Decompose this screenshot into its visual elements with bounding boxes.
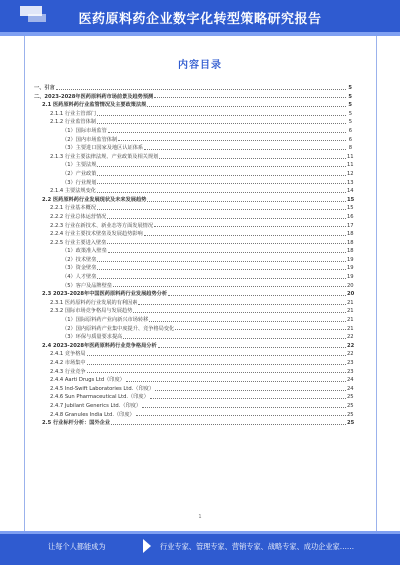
toc-entry-page: 19 — [347, 265, 354, 272]
toc-leader-dots — [87, 364, 346, 365]
toc-entry-label: （2）国内原料药产业集中度提升、竞争格局变化 — [62, 325, 175, 332]
toc-entry-page: 8 — [348, 145, 352, 152]
toc-leader-dots — [97, 278, 346, 279]
toc-entry-page: 21 — [347, 308, 354, 315]
toc-leader-dots — [133, 312, 346, 313]
toc-entry[interactable] — [34, 230, 352, 239]
toc-entry-page: 18 — [347, 248, 354, 255]
toc-leader-dots — [87, 372, 346, 373]
toc-entry[interactable] — [34, 247, 352, 256]
toc-entry-page: 22 — [347, 342, 355, 349]
toc-leader-dots — [107, 218, 346, 219]
toc-entry-label: 2.1 医药原料药行业监管情况及主要政策法规 — [42, 102, 147, 109]
table-of-contents — [34, 84, 355, 428]
toc-entry-label: 2.4.5 Ind-Swift Laboratories Ltd.（印度） — [50, 385, 155, 392]
toc-leader-dots — [97, 209, 346, 210]
toc-entry-page: 5 — [348, 119, 352, 126]
toc-entry-page: 6 — [348, 127, 352, 134]
toc-entry-label: 一、引言 — [34, 85, 55, 91]
toc-leader-dots — [154, 226, 346, 227]
page-number: 1 — [198, 514, 202, 520]
toc-leader-dots — [107, 243, 346, 244]
toc-entry[interactable] — [34, 299, 352, 308]
toc-entry[interactable] — [34, 196, 355, 205]
toc-leader-dots — [97, 175, 346, 176]
toc-entry-label: 2.2 医药原料药行业发展现状及未来发展趋势 — [42, 196, 147, 203]
toc-entry-label: 2.2.3 行业在新技术、新业态等方面发展情况 — [50, 222, 154, 229]
toc-entry-page: 25 — [347, 394, 354, 401]
toc-leader-dots — [144, 235, 346, 236]
toc-entry-page: 19 — [347, 274, 354, 281]
header-band — [0, 32, 400, 36]
toc-entry-page: 11 — [347, 162, 354, 169]
toc-leader-dots — [159, 158, 346, 159]
toc-entry[interactable] — [34, 376, 352, 385]
toc-entry-label: （2）技术壁垒 — [62, 256, 97, 263]
toc-entry-page: 15 — [347, 205, 354, 212]
toc-entry[interactable] — [34, 136, 352, 145]
toc-leader-dots — [97, 115, 346, 116]
toc-entry-label: 2.4.8 Granules India Ltd.（印度） — [50, 411, 135, 418]
toc-entry-label: 2.2.2 行业总体运营情况 — [50, 213, 107, 220]
toc-entry[interactable] — [34, 402, 352, 411]
toc-entry[interactable] — [34, 127, 352, 136]
toc-entry[interactable] — [34, 316, 352, 325]
toc-entry-label: （2）产业政策 — [62, 170, 97, 177]
toc-leader-dots — [154, 97, 346, 98]
toc-entry[interactable] — [34, 179, 352, 188]
toc-entry-page: 25 — [347, 420, 355, 427]
toc-entry-page: 21 — [347, 317, 354, 324]
toc-entry[interactable] — [34, 118, 352, 127]
toc-leader-dots — [175, 329, 346, 330]
toc-leader-dots — [97, 261, 346, 262]
toc-entry[interactable] — [34, 290, 355, 299]
toc-entry-label: 2.4.3 行业竞争 — [50, 368, 86, 375]
toc-entry-label: 2.1.3 行业主要法律法规、产业政策及相关规划 — [50, 153, 159, 160]
toc-entry-label: （1）国际市场监管 — [62, 127, 107, 134]
footer-slogan-left: 让每个人都能成为 — [48, 542, 106, 551]
toc-entry-label: （3）主要进口国家及地区认证体系 — [62, 145, 144, 152]
toc-entry-page: 5 — [348, 110, 352, 117]
toc-entry-label: 2.3.1 医药原料药行业发展的有利因素 — [50, 299, 138, 306]
toc-leader-dots — [113, 286, 346, 287]
toc-entry-page: 20 — [347, 291, 355, 298]
toc-entry-label: 2.4.7 Jubilant Generics Ltd.（印度） — [50, 402, 142, 409]
toc-leader-dots — [118, 140, 346, 141]
toc-entry[interactable] — [34, 84, 352, 93]
right-border-line — [376, 36, 377, 531]
toc-entry-page: 5 — [348, 93, 352, 100]
toc-entry[interactable] — [34, 161, 352, 170]
toc-leader-dots — [97, 123, 346, 124]
toc-leader-dots — [149, 321, 346, 322]
toc-entry[interactable] — [34, 93, 352, 102]
toc-entry[interactable] — [34, 213, 352, 222]
toc-entry-label: 2.4.1 竞争格局 — [50, 351, 86, 358]
toc-leader-dots — [155, 390, 346, 391]
toc-leader-dots — [97, 183, 346, 184]
toc-entry-label: （3）环保与质量要求提高 — [62, 334, 123, 341]
toc-entry[interactable] — [34, 385, 352, 394]
toc-entry-label: 2.2.1 行业基本概况 — [50, 205, 96, 212]
toc-entry-page: 5 — [348, 102, 352, 109]
toc-entry[interactable] — [34, 222, 352, 231]
toc-entry-label: 二、2023-2028年医药原料药市场前景及趋势预测 — [34, 93, 154, 100]
toc-entry-page: 5 — [348, 85, 352, 91]
toc-leader-dots — [126, 381, 346, 382]
toc-entry[interactable] — [34, 307, 352, 316]
toc-leader-dots — [147, 201, 346, 202]
toc-leader-dots — [97, 166, 346, 167]
toc-entry-page: 24 — [347, 385, 354, 392]
toc-entry[interactable] — [34, 101, 352, 110]
toc-entry[interactable] — [34, 282, 352, 291]
toc-entry-page: 12 — [347, 170, 354, 177]
toc-entry-page: 18 — [347, 231, 354, 238]
footer-band — [0, 531, 400, 534]
toc-entry-page: 22 — [347, 351, 354, 358]
toc-entry[interactable] — [34, 170, 352, 179]
toc-entry[interactable] — [34, 368, 352, 377]
toc-entry-page: 15 — [347, 196, 355, 203]
arrow-right-icon — [143, 539, 151, 553]
toc-entry-page: 23 — [347, 368, 354, 375]
toc-entry[interactable] — [34, 204, 352, 213]
toc-leader-dots — [108, 132, 346, 133]
toc-entry-label: （5）客户及品牌壁垒 — [62, 282, 112, 289]
toc-entry-label: 2.4.2 市场集中 — [50, 360, 86, 366]
toc-entry[interactable] — [34, 110, 352, 119]
toc-leader-dots — [168, 295, 346, 296]
toc-entry[interactable] — [34, 342, 355, 351]
toc-leader-dots — [142, 407, 346, 408]
toc-entry-page: 14 — [347, 188, 354, 195]
toc-entry[interactable] — [34, 239, 352, 248]
toc-entry-label: （3）资金壁垒 — [62, 265, 97, 272]
toc-entry-page: 24 — [347, 377, 354, 384]
toc-leader-dots — [144, 149, 346, 150]
toc-entry-page: 19 — [347, 256, 354, 263]
toc-entry-label: 2.2.4 行业主要技术壁垒及发展趋势影响 — [50, 231, 143, 238]
toc-leader-dots — [138, 304, 346, 305]
toc-heading: 内容目录 — [178, 60, 222, 71]
toc-entry[interactable] — [34, 256, 352, 265]
toc-entry-label: 2.1.4 主要法规变化 — [50, 188, 96, 195]
toc-entry-page: 17 — [347, 222, 354, 229]
toc-entry-label: 2.1.2 行业监管体制 — [50, 119, 96, 126]
toc-leader-dots — [97, 192, 346, 193]
toc-entry-label: （3）行业规划 — [62, 179, 97, 186]
toc-entry-label: （1）政策准入壁垒 — [62, 248, 107, 255]
toc-entry-page: 13 — [347, 179, 354, 186]
toc-entry[interactable] — [34, 333, 352, 342]
toc-entry-page: 25 — [347, 411, 354, 418]
toc-entry-label: 2.1.1 行业主管部门 — [50, 110, 96, 117]
toc-entry-label: 2.4.6 Sun Pharmaceutical Ltd.（印度） — [50, 394, 149, 401]
toc-entry[interactable] — [34, 187, 352, 196]
toc-entry-page: 11 — [347, 153, 354, 160]
toc-entry-label: 2.2.5 行业主要进入壁垒 — [50, 239, 107, 246]
toc-leader-dots — [123, 338, 346, 339]
toc-entry[interactable] — [34, 393, 352, 402]
toc-entry-label: 2.5 行业标杆分析：国外企业 — [42, 420, 111, 427]
toc-entry[interactable] — [34, 419, 355, 428]
toc-entry-label: （4）人才壁垒 — [62, 274, 97, 281]
toc-leader-dots — [136, 415, 346, 416]
toc-entry[interactable] — [34, 153, 352, 162]
toc-leader-dots — [158, 347, 346, 348]
toc-leader-dots — [150, 398, 346, 399]
toc-entry-label: 2.4 2023-2028年医药原料药行业竞争格局分析 — [42, 342, 157, 349]
toc-entry-page: 20 — [347, 282, 354, 289]
toc-entry-page: 21 — [347, 325, 354, 332]
toc-entry-label: 2.3.2 国际市场竞争格局与发展趋势 — [50, 308, 133, 315]
toc-entry[interactable] — [34, 144, 352, 153]
toc-leader-dots — [87, 355, 346, 356]
toc-entry-page: 16 — [347, 213, 354, 220]
toc-leader-dots — [111, 424, 346, 425]
toc-entry-label: 2.4.4 Aarti Drugs Ltd（印度） — [50, 377, 125, 384]
toc-entry[interactable] — [34, 359, 352, 368]
toc-entry-label: （1）主要法规 — [62, 162, 97, 169]
toc-leader-dots — [56, 89, 346, 90]
toc-leader-dots — [97, 269, 346, 270]
toc-entry-page: 22 — [347, 334, 354, 341]
toc-entry[interactable] — [34, 325, 352, 334]
toc-entry[interactable] — [34, 411, 352, 420]
toc-entry-label: 2.3 2023-2028年中国医药原料药行业发展趋势分析 — [42, 291, 168, 298]
toc-leader-dots — [147, 106, 346, 107]
toc-entry-page: 18 — [347, 239, 354, 246]
toc-entry-label: （1）国际原料药产业向新兴市场转移 — [62, 317, 149, 324]
toc-leader-dots — [108, 252, 346, 253]
toc-entry[interactable] — [34, 350, 352, 359]
left-border-line — [24, 36, 25, 531]
toc-entry-label: （2）国内市场监管体制 — [62, 136, 118, 143]
toc-entry[interactable] — [34, 273, 352, 282]
toc-entry-page: 6 — [348, 136, 352, 143]
toc-entry-page: 25 — [347, 402, 354, 409]
toc-entry-page: 23 — [347, 360, 354, 366]
report-title: 医药原料药企业数字化转型策略研究报告 — [78, 12, 322, 27]
toc-entry[interactable] — [34, 264, 352, 273]
toc-entry-page: 21 — [347, 299, 354, 306]
footer-slogan-right: 行业专家、管理专家、营销专家、战略专家、成功企业家…… — [160, 542, 355, 551]
